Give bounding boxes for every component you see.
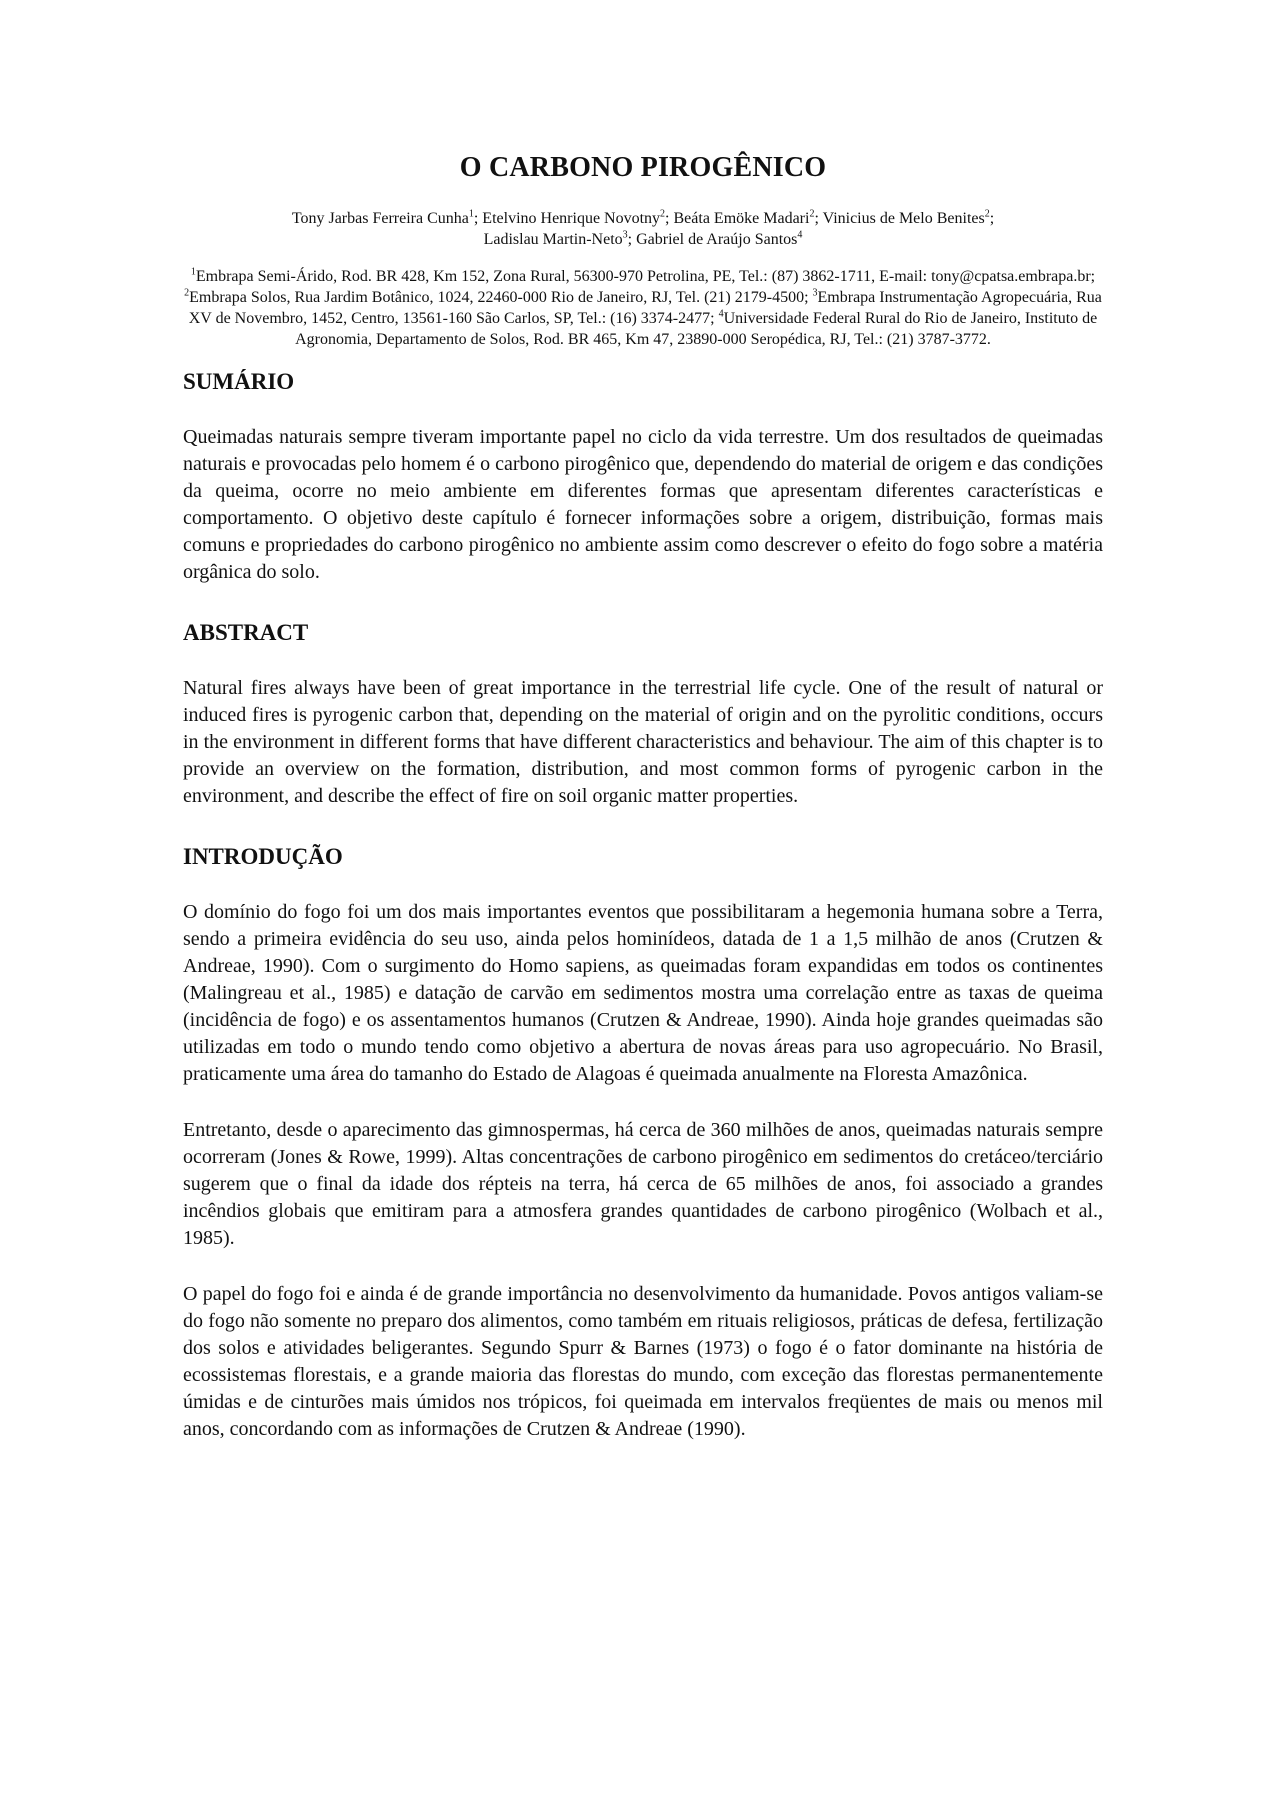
author-affiliation-mark: 3: [622, 229, 628, 241]
paper-title: O CARBONO PIROGÊNICO: [459, 152, 827, 183]
author-affiliation-mark: 4: [797, 229, 803, 241]
affiliation-mark: 3: [812, 287, 818, 299]
affiliation-mark: 1: [190, 266, 196, 278]
abstract-paragraph: Natural fires always have been of great importance in the terrestrial life cycle. One of the result of natural or induced fires is pyrogenic carbon that, depending on the material of origin and on the pyrolitic conditions, occurs in the environment in different forms that have different characteristics and behaviour. The aim of this chapter is to provide an overview on the formation, distribution, and most common forms of pyrogenic carbon in the environment, and describe the effect of fire on soil organic matter properties.: [183, 677, 1103, 807]
affiliation-text: Embrapa Instrumentação Agropecuária, Rua XV de Novembro, 1452, Centro, 13561-160 São Carlos, SP, Tel.: (16) 3374-2477;: [188, 289, 1102, 327]
author-name: Ladislau Martin-Neto: [483, 231, 623, 248]
section-heading-introducao: INTRODUÇÃO: [183, 844, 343, 869]
introducao-paragraph: Entretanto, desde o aparecimento das gimnospermas, há cerca de 360 milhões de anos, queimadas naturais sempre ocorreram (Jones & Rowe, 1999). Altas concentrações de carbono pirogênico em sedimentos do cretáceo/terciário sugerem que o final da idade dos répteis na terra, há cerca de 65 milhões de anos, foi associado a grandes incêndios globais que emitiram para a atmosfera grandes quantidades de carbono pirogênico (Wolbach et al., 1985).: [183, 1119, 1103, 1249]
section-heading-sumario: SUMÁRIO: [183, 369, 295, 394]
author-name: ; Vinicius de Melo Benites: [814, 210, 985, 227]
author-name: Tony Jarbas Ferreira Cunha: [291, 210, 469, 227]
author-affiliation-mark: 2: [809, 208, 815, 220]
author-affiliation-mark: 1: [468, 208, 474, 220]
sumario-paragraph: Queimadas naturais sempre tiveram importante papel no ciclo da vida terrestre. Um dos resultados de queimadas naturais e provocadas pelo homem é o carbono pirogênico que, dependendo do material de origem e das condições da queima, ocorre no meio ambiente em diferentes formas que apresentam diferentes características e comportamento. O objetivo deste capítulo é fornecer informações sobre a origem, distribuição, formas mais comuns e propriedades do carbono pirogênico no ambiente assim como descrever o efeito do fogo sobre a matéria orgânica do solo.: [183, 426, 1103, 583]
author-affiliation-mark: 2: [660, 208, 666, 220]
author-name: ; Gabriel de Araújo Santos: [627, 231, 798, 248]
affiliation-text: Embrapa Solos, Rua Jardim Botânico, 1024, 22460-000 Rio de Janeiro, RJ, Tel. (21) 2179-4500;: [189, 289, 813, 306]
document-page: [183, 150, 1103, 1472]
affiliation-mark: 4: [718, 308, 724, 320]
affiliation-mark: 2: [184, 287, 190, 299]
section-heading-abstract: ABSTRACT: [183, 620, 309, 645]
author-name: ; Etelvino Henrique Novotny: [473, 210, 661, 227]
author-affiliation-mark: 2: [984, 208, 990, 220]
introducao-paragraph: O domínio do fogo foi um dos mais importantes eventos que possibilitaram a hegemonia humana sobre a Terra, sendo a primeira evidência do seu uso, ainda pelos hominídeos, datada de 1 a 1,5 milhão de anos (Crutzen & Andreae, 1990). Com o surgimento do Homo sapiens, as queimadas foram expandidas em todos os continentes (Malingreau et al., 1985) e datação de carvão em sedimentos mostra uma correlação entre as taxas de queima (incidência de fogo) e os assentamentos humanos (Crutzen & Andreae, 1990). Ainda hoje grandes queimadas são utilizadas em todo o mundo tendo como objetivo a abertura de novas áreas para uso agropecuário. No Brasil, praticamente uma área do tamanho do Estado de Alagoas é queimada anualmente na Floresta Amazônica.: [183, 901, 1103, 1085]
affiliation-text: Embrapa Semi-Árido, Rod. BR 428, Km 152, Zona Rural, 56300-970 Petrolina, PE, Tel.: (87) 3862-1711, E-mail: tony@cpatsa.embrapa.br;: [195, 268, 1096, 285]
affiliation-text: Universidade Federal Rural do Rio de Janeiro, Instituto de Agronomia, Departamento de Solos, Rod. BR 465, Km 47, 23890-000 Seropédica, RJ, Tel.: (21) 3787-3772.: [295, 310, 1098, 348]
affiliation-block: [183, 266, 1103, 350]
introducao-paragraph: O papel do fogo foi e ainda é de grande importância no desenvolvimento da humanidade. Povos antigos valiam-se do fogo não somente no preparo dos alimentos, como também em rituais religiosos, práticas de defesa, fertilização dos solos e atividades beligerantes. Segundo Spurr & Barnes (1973) o fogo é o fator dominante na história de ecossistemas florestais, e a grande maioria das florestas do mundo, com exceção das florestas permanentemente úmidas e de cinturões mais úmidos nos trópicos, foi queimada em intervalos freqüentes de mais ou menos mil anos, concordando com as informações de Crutzen & Andreae (1990).: [183, 1283, 1103, 1440]
author-list: Tony Jarbas Ferreira Cunha$^1$; Etelvino Henrique Novotny$^2$; Beáta Emöke Madari$^2$; Vinicius de Melo Benites$^2$; Ladislau Martin-Neto$^3$; Gabriel de Araújo Santos$^4$: [291, 208, 995, 248]
author-name: ; Beáta Emöke Madari: [665, 210, 810, 227]
